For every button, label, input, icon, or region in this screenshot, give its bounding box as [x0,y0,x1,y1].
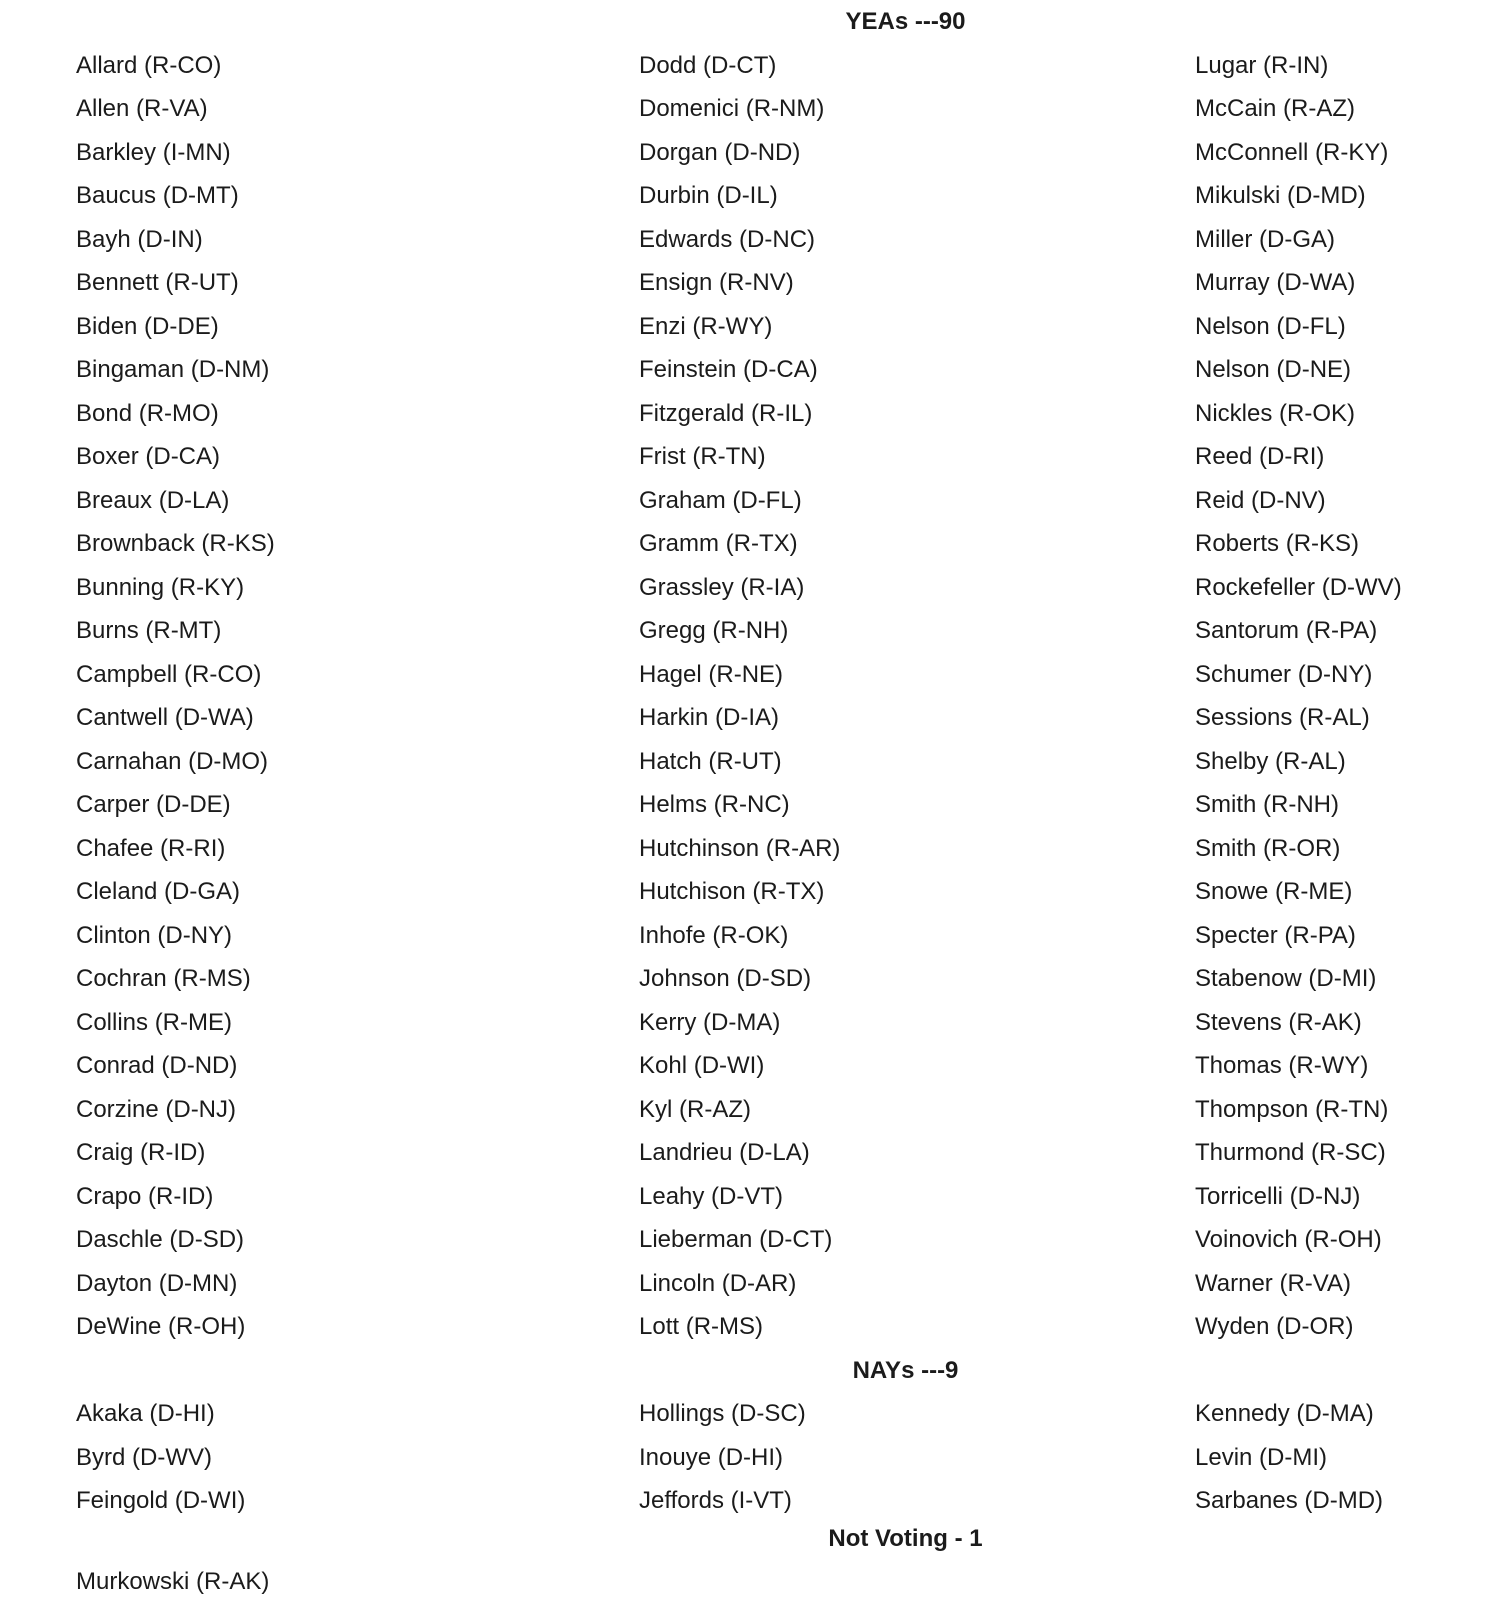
senator-name: Clinton (D-NY) [76,921,233,949]
senator-name: Kerry (D-MA) [639,1008,781,1036]
senator-name: Dodd (D-CT) [639,51,777,79]
senator-name: Hollings (D-SC) [639,1400,806,1427]
senator-name: Stabenow (D-MI) [1195,965,1377,992]
senator-name: Carnahan (D-MO) [76,747,269,775]
senator-name: Feingold (D-WI) [76,1487,246,1514]
senator-name: Sarbanes (D-MD) [1195,1487,1384,1514]
senator-name: Lott (R-MS) [639,1313,764,1340]
senator-name: Akaka (D-HI) [76,1400,215,1427]
senator-name: Miller (D-GA) [1195,225,1335,253]
senator-name: Burns (R-MT) [76,617,222,644]
senator-name: Byrd (D-WV) [76,1443,212,1471]
senator-name: Allard (R-CO) [76,51,222,79]
senator-name: Jeffords (I-VT) [639,1487,792,1514]
senator-name: Bond (R-MO) [76,399,219,427]
not-voting-columns [76,1560,1491,1604]
senator-name: Thompson (R-TN) [1195,1095,1389,1123]
senator-name: Corzine (D-NJ) [76,1095,237,1123]
senator-name: Boxer (D-CA) [76,443,221,470]
senator-name: Grassley (R-IA) [639,573,805,601]
senator-name: Bayh (D-IN) [76,225,203,253]
senator-name: Specter (R-PA) [1195,921,1356,949]
senator-name: Lugar (R-IN) [1195,51,1329,79]
senator-name: Stevens (R-AK) [1195,1008,1362,1036]
senator-name: Collins (R-ME) [76,1008,232,1036]
nays-header: NAYs ---9 [852,1356,959,1384]
vote-column [76,44,639,1349]
senator-name: Inouye (D-HI) [639,1443,784,1471]
section-nays [0,1349,1491,1523]
senator-name: Hatch (R-UT) [639,747,782,775]
nays-columns [76,1392,1491,1523]
senator-name: Fitzgerald (R-IL) [639,399,813,427]
senator-name: Kennedy (D-MA) [1195,1400,1374,1427]
senator-name: Bennett (R-UT) [76,269,239,296]
vote-column [1195,44,1491,1349]
senator-name: Frist (R-TN) [639,443,766,470]
senator-name: DeWine (R-OH) [76,1313,246,1340]
senator-name: Bunning (R-KY) [76,573,245,601]
senator-name: Feinstein (D-CA) [639,356,818,383]
senator-name: Smith (R-OR) [1195,834,1341,862]
senator-name: Levin (D-MI) [1195,1443,1328,1471]
section-not-voting [0,1517,1491,1604]
senator-name: Campbell (R-CO) [76,660,262,688]
senator-name: Enzi (R-WY) [639,312,773,340]
senator-name: Thomas (R-WY) [1195,1052,1369,1079]
senator-name: Inhofe (R-OK) [639,921,789,949]
senator-name: Reed (D-RI) [1195,443,1325,470]
senator-name: McCain (R-AZ) [1195,95,1355,122]
senator-name: Harkin (D-IA) [639,704,780,731]
senator-name: Kyl (R-AZ) [639,1095,751,1123]
senator-name: Daschle (D-SD) [76,1226,245,1253]
senator-name: Reid (D-NV) [1195,486,1326,514]
senator-name: Santorum (R-PA) [1195,617,1378,644]
senator-name: Craig (R-ID) [76,1139,206,1166]
senator-name: Wyden (D-OR) [1195,1313,1354,1340]
vote-column [1195,1560,1491,1604]
senator-name: Brownback (R-KS) [76,530,275,557]
senator-name: Chafee (R-RI) [76,834,226,862]
senator-name: Gregg (R-NH) [639,617,789,644]
senator-name: Breaux (D-LA) [76,486,230,514]
yeas-header: YEAs ---90 [845,8,966,35]
senator-name: Crapo (R-ID) [76,1182,214,1210]
senator-name: Allen (R-VA) [76,95,208,122]
senator-name: Schumer (D-NY) [1195,660,1373,688]
senator-name: Snowe (R-ME) [1195,878,1353,905]
vote-column [639,1392,1195,1523]
senator-name: Hagel (R-NE) [639,660,784,688]
senator-name: Barkley (I-MN) [76,138,231,166]
senator-name: Roberts (R-KS) [1195,530,1360,557]
senator-name: Leahy (D-VT) [639,1182,784,1210]
senator-name: Landrieu (D-LA) [639,1139,810,1166]
senator-name: Hutchinson (R-AR) [639,834,841,862]
senator-name: Dayton (D-MN) [76,1269,238,1297]
senator-name: Rockefeller (D-WV) [1195,573,1402,601]
senator-name: Helms (R-NC) [639,791,790,818]
senator-name: Shelby (R-AL) [1195,747,1346,775]
senator-name: Baucus (D-MT) [76,182,239,209]
senator-name: Kohl (D-WI) [639,1052,765,1079]
senator-name: Carper (D-DE) [76,791,231,818]
senator-name: Murkowski (R-AK) [76,1568,270,1595]
vote-column [76,1392,639,1523]
senator-name: Sessions (R-AL) [1195,704,1370,731]
senator-name: Smith (R-NH) [1195,791,1339,818]
senator-name: Bingaman (D-NM) [76,356,270,383]
senator-name: Ensign (R-NV) [639,269,794,296]
vote-column [76,1560,639,1604]
senator-name: Gramm (R-TX) [639,530,798,557]
senator-name: Murray (D-WA) [1195,269,1356,296]
senator-name: Dorgan (D-ND) [639,138,801,166]
senator-name: Warner (R-VA) [1195,1269,1351,1297]
yeas-columns [76,44,1491,1349]
senator-name: Edwards (D-NC) [639,225,816,253]
senator-name: McConnell (R-KY) [1195,138,1389,166]
senator-name: Conrad (D-ND) [76,1052,238,1079]
senator-name: Cleland (D-GA) [76,878,241,905]
senator-name: Lieberman (D-CT) [639,1226,833,1253]
senator-name: Mikulski (D-MD) [1195,182,1366,209]
senator-name: Johnson (D-SD) [639,965,812,992]
senator-name: Cochran (R-MS) [76,965,251,992]
vote-column [639,44,1195,1349]
senator-name: Durbin (D-IL) [639,182,778,209]
vote-column [639,1560,1195,1604]
vote-column [1195,1392,1491,1523]
senator-name: Hutchison (R-TX) [639,878,825,905]
not-voting-header: Not Voting - 1 [828,1524,983,1552]
senator-name: Nelson (D-NE) [1195,356,1352,383]
senator-name: Torricelli (D-NJ) [1195,1182,1361,1210]
senator-name: Lincoln (D-AR) [639,1269,797,1297]
senator-name: Cantwell (D-WA) [76,704,254,731]
senator-name: Voinovich (R-OH) [1195,1226,1382,1253]
senator-name: Biden (D-DE) [76,312,219,340]
senator-name: Nelson (D-FL) [1195,312,1346,340]
senator-name: Thurmond (R-SC) [1195,1139,1386,1166]
senator-name: Graham (D-FL) [639,486,802,514]
senator-name: Nickles (R-OK) [1195,399,1355,427]
senator-name: Domenici (R-NM) [639,95,825,122]
